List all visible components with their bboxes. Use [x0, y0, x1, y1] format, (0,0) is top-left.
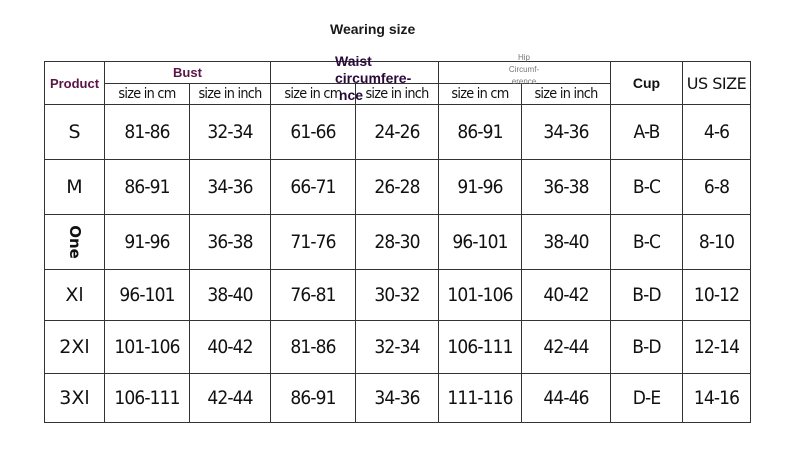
waist-inch-cell: 34-36: [374, 387, 420, 409]
bust-inch-cell: 38-40: [207, 284, 253, 306]
waist-inch-cell: 24-26: [374, 121, 420, 143]
bust-cm-cell: 96-101: [119, 284, 175, 306]
cup-cell: D-E: [632, 387, 661, 409]
hip-cm-cell: 96-101: [452, 231, 508, 253]
size-label: 2Xl: [59, 336, 90, 358]
bust-inch-cell: 36-38: [207, 231, 253, 253]
size-label: One: [65, 225, 84, 259]
size-label-container: [45, 215, 104, 269]
bust-header: Bust: [173, 65, 202, 80]
waist-inch-cell: 28-30: [374, 231, 420, 253]
us-size-cell: 14-16: [693, 387, 740, 409]
waist-cm-cell: 66-71: [290, 176, 336, 198]
waist-cm-cell: 86-91: [290, 387, 336, 409]
bust-cm-cell: 86-91: [124, 176, 170, 198]
cup-cell: B-D: [632, 336, 661, 358]
waist-cm-cell: 81-86: [290, 336, 336, 358]
cup-header: Cup: [632, 75, 661, 91]
bust-inch-cell: 34-36: [207, 176, 253, 198]
bust-inch-cell: 40-42: [207, 336, 253, 358]
waist-cm-cell: 61-66: [290, 121, 336, 143]
size-label: Xl: [65, 284, 84, 306]
size-label: 3Xl: [59, 387, 90, 409]
waist-inch-cell: 30-32: [374, 284, 420, 306]
waist-cm-subheader: size in cm: [284, 86, 342, 102]
us-size-cell: 6-8: [703, 176, 730, 198]
hip-inch-cell: 42-44: [543, 336, 589, 358]
hip-inch-cell: 40-42: [543, 284, 589, 306]
us-size-cell: 10-12: [693, 284, 740, 306]
hip-inch-subheader: size in inch: [534, 86, 598, 102]
waist-cm-cell: 71-76: [290, 231, 336, 253]
bust-inch-subheader: size in inch: [198, 86, 262, 102]
waist-inch-cell: 32-34: [374, 336, 420, 358]
size-label: M: [66, 176, 83, 198]
bust-cm-subheader: size in cm: [118, 86, 176, 102]
us-size-header: US SIZE: [686, 73, 747, 93]
product-header: Product: [49, 75, 100, 91]
hip-header: Hip Circumf- erence: [508, 53, 540, 86]
hip-inch-cell: 36-38: [543, 176, 589, 198]
waist-header: Waist circumfere- nce: [335, 53, 412, 103]
hip-cm-cell: 91-96: [457, 176, 503, 198]
chart-title: Wearing size: [330, 21, 416, 37]
hip-cm-cell: 106-111: [447, 336, 513, 358]
hip-inch-cell: 38-40: [543, 231, 589, 253]
bust-cm-cell: 81-86: [124, 121, 170, 143]
cup-cell: B-C: [632, 231, 661, 253]
bust-inch-cell: 42-44: [207, 387, 253, 409]
us-size-cell: 4-6: [703, 121, 730, 143]
bust-inch-cell: 32-34: [207, 121, 253, 143]
size-label: S: [68, 121, 81, 143]
hip-cm-subheader: size in cm: [451, 86, 509, 102]
cup-cell: A-B: [633, 121, 660, 143]
bust-cm-cell: 106-111: [114, 387, 180, 409]
cup-cell: B-C: [632, 176, 661, 198]
us-size-cell: 8-10: [698, 231, 735, 253]
us-size-cell: 12-14: [693, 336, 740, 358]
cup-cell: B-D: [632, 284, 661, 306]
hip-cm-cell: 111-116: [447, 387, 513, 409]
hip-inch-cell: 44-46: [543, 387, 589, 409]
waist-cm-cell: 76-81: [290, 284, 336, 306]
hip-cm-cell: 86-91: [457, 121, 503, 143]
bust-cm-cell: 91-96: [124, 231, 170, 253]
bust-cm-cell: 101-106: [114, 336, 180, 358]
hip-cm-cell: 101-106: [447, 284, 513, 306]
waist-inch-cell: 26-28: [374, 176, 420, 198]
waist-inch-subheader: size in inch: [365, 86, 429, 102]
hip-inch-cell: 34-36: [543, 121, 589, 143]
